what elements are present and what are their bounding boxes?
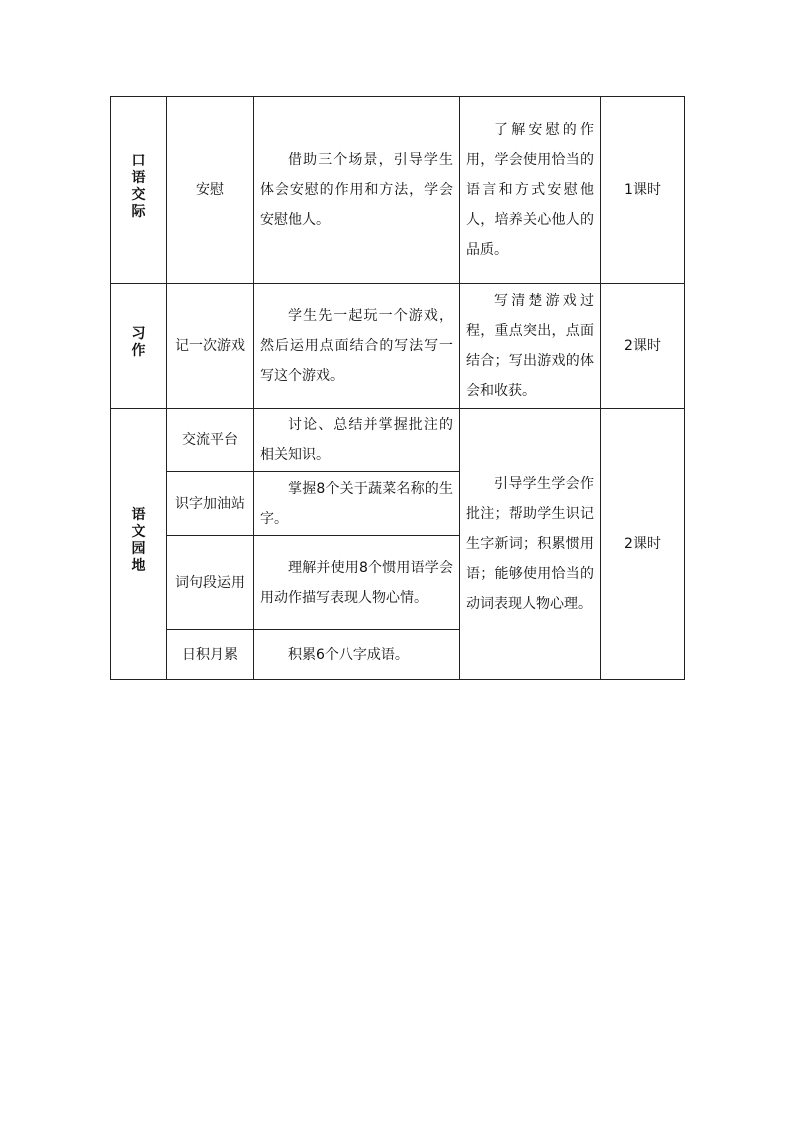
topic-cell: 词句段运用 [167,536,254,630]
content-cell: 讨论、总结并掌握批注的相关知识。 [254,409,460,472]
hours-cell: 2课时 [601,284,685,409]
table-row [111,284,685,409]
goal-cell: 了解安慰的作用，学会使用恰当的语言和方式安慰他人，培养关心他人的品质。 [460,97,601,284]
section-cell-chinese-garden [111,409,167,680]
hours-cell: 2课时 [601,409,685,680]
content-cell: 掌握8个关于蔬菜名称的生字。 [254,472,460,536]
section-label: 语文园地 [131,507,146,574]
section-cell-oral-communication [111,97,167,284]
section-label: 口语交际 [131,153,146,220]
topic-cell: 识字加油站 [167,472,254,536]
table-row [111,97,685,284]
hours-cell: 1课时 [601,97,685,284]
content-cell: 借助三个场景，引导学生体会安慰的作用和方法，学会安慰他人。 [254,97,460,284]
topic-cell: 记一次游戏 [167,284,254,409]
lesson-plan-table [110,96,685,680]
topic-cell: 交流平台 [167,409,254,472]
content-cell: 学生先一起玩一个游戏，然后运用点面结合的写法写一写这个游戏。 [254,284,460,409]
goal-cell: 引导学生学会作批注；帮助学生识记生字新词；积累惯用语；能够使用恰当的动词表现人物心理。 [460,409,601,680]
content-cell: 理解并使用8个惯用语学会用动作描写表现人物心情。 [254,536,460,630]
content-cell: 积累6个八字成语。 [254,630,460,680]
table-row [111,409,685,472]
section-cell-writing [111,284,167,409]
goal-cell: 写清楚游戏过程，重点突出，点面结合；写出游戏的体会和收获。 [460,284,601,409]
section-label: 习作 [131,326,146,359]
topic-cell: 安慰 [167,97,254,284]
topic-cell: 日积月累 [167,630,254,680]
